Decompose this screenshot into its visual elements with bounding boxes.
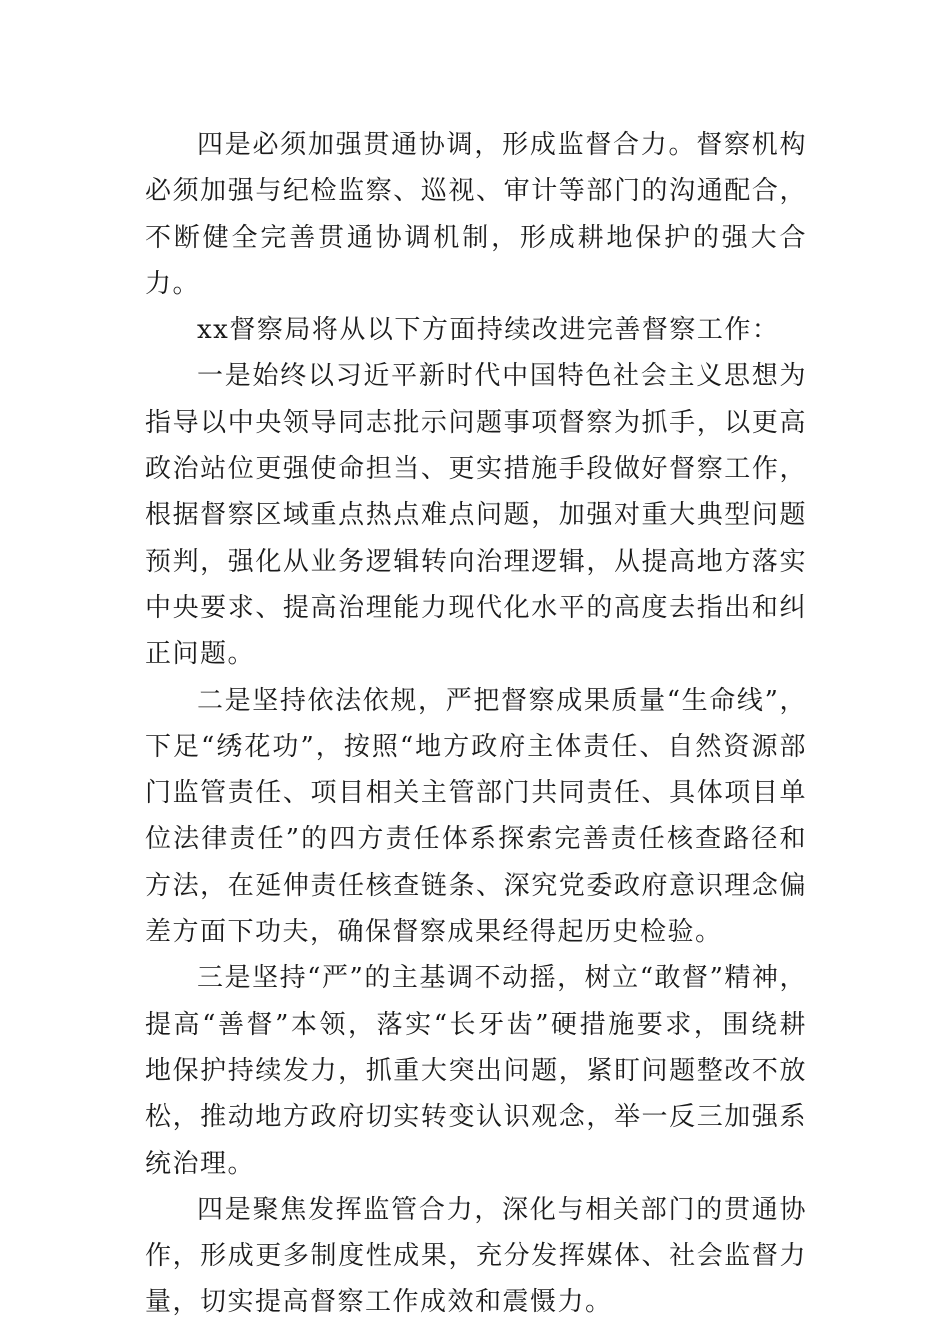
paragraph-1: 四是必须加强贯通协调，形成监督合力。督察机构必须加强与纪检监察、巡视、审计等部门的沟通配合，不断健全完善贯通协调机制，形成耕地保护的强大合力。 xyxy=(145,130,807,299)
paragraph-3: 一是始终以习近平新时代中国特色社会主义思想为指导以中央领导同志批示问题事项督察为抓手，以更高政治站位更强使命担当、更实措施手段做好督察工作，根据督察区域重点热点难点问题，加强对重大典型问题预判，强化从业务逻辑转向治理逻辑，从提高地方落实中央要求、提高治理能力现代化水平的高度去指出和纠正问题。 xyxy=(145,361,807,670)
paragraph-2: xx督察局将从以下方面持续改进完善督察工作： xyxy=(197,315,780,346)
paragraph-6: 四是聚焦发挥监管合力，深化与相关部门的贯通协作，形成更多制度性成果，充分发挥媒体、社会监督力量，切实提高督察工作成效和震慑力。 xyxy=(145,1194,807,1318)
paragraph-4: 二是坚持依法依规，严把督察成果质量“生命线”，下足“绣花功”，按照“地方政府主体责任、自然资源部门监管责任、项目相关主管部门共同责任、具体项目单位法律责任”的四方责任体系探索完善责任核查路径和方法，在延伸责任核查链条、深究党委政府意识理念偏差方面下功夫，确保督察成果经得起历史检验。 xyxy=(145,685,807,948)
paragraph-5: 三是坚持“严”的主基调不动摇，树立“敢督”精神，提高“善督”本领，落实“长牙齿”硬措施要求，围绕耕地保护持续发力，抓重大突出问题，紧盯问题整改不放松，推动地方政府切实转变认识观念，举一反三加强系统治理。 xyxy=(145,963,807,1179)
document-body xyxy=(145,122,807,1326)
